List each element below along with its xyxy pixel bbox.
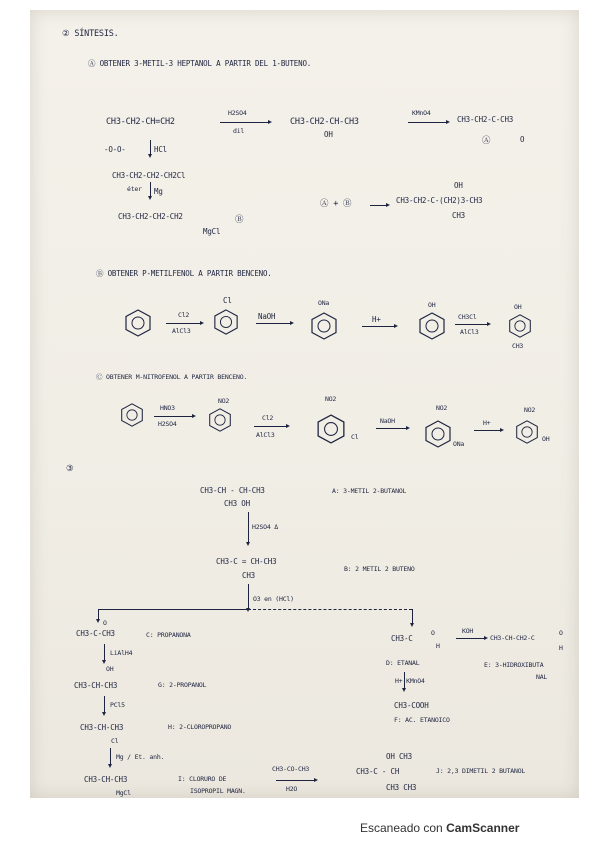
arrow-down [248,584,249,610]
reagent-naoh: NaOH [258,312,276,321]
title-c: Ⓒ OBTENER M-NITROFENOL A PARTIR BENCENO. [96,373,248,381]
compound-b-sub: CH3 [242,571,255,580]
nitrobenzene-ring-icon [208,408,232,432]
reagent-ch3cl: CH3Cl [458,313,477,321]
reagent-koh: KOH [462,627,474,635]
arrow-down [104,644,105,662]
title-b: Ⓑ OBTENER P-METILFENOL A PARTIR BENCENO. [96,269,272,278]
compound-g-oh: OH [106,665,114,673]
label-e-1: E: 3-HIDROXIBUTA [484,661,544,669]
grignard-butyl: CH3-CH2-CH2-CH2 [118,212,183,221]
arrow [362,326,396,327]
reagent-cl2: Cl2 [178,311,190,319]
compound-c: CH3-C-CH3 [76,629,115,638]
bracket-left [98,609,248,610]
arrow-down [104,696,105,714]
reagent-kmno4: H+ KMnO4 [395,677,425,685]
chlorobenzene-ring-icon [213,309,239,335]
label-g: G: 2-PROPANOL [158,681,207,689]
arrow [370,205,388,206]
watermark-brand: CamScanner [446,821,520,835]
reagent-mg-ether: Mg / Et. anh. [116,753,165,761]
arrow-down [98,609,99,621]
reagent-h2so4: H2SO4 [158,420,177,428]
label-c: C: PROPANONA [146,631,191,639]
label-e-2: NAL [536,673,548,681]
reagent-ozone: O3 en (HCl) [253,595,294,603]
arrow-down [412,609,413,625]
arrow [408,122,448,123]
reagent-alcl3: AlCl3 [172,327,191,335]
arrow-down [150,182,151,198]
arrow [166,323,202,324]
final-3-metil-3-heptanol: CH3-CH2-C-(CH2)3-CH3 [396,196,483,205]
m-nitrophenol-ring-icon [515,420,539,444]
arrow [376,428,408,429]
sub-ona: ONa [453,440,465,448]
label-b: Ⓑ [235,215,244,225]
sub-cl: Cl [351,433,359,441]
ketone-oxygen: O [520,135,525,144]
compound-b: CH3-C = CH-CH3 [216,557,277,566]
m-chloronitrobenzene-ring-icon [316,414,346,444]
label-d: D: ETANAL [386,659,420,667]
phenol-ring-icon [418,312,446,340]
reagent-hno3: HNO3 [160,404,175,412]
label-a: A: 3-METIL 2-BUTANOL [332,487,407,495]
reagent-peroxide: -O-O- [104,145,126,154]
reagent-cl2: Cl2 [262,414,274,422]
section-3-label: ③ [66,464,74,474]
title-a: Ⓐ OBTENER 3-METIL-3 HEPTANOL A PARTIR DEL 1-BUTENO. [88,59,312,68]
compound-i-sub: MgCl [116,789,131,797]
sub-cl: Cl [223,296,232,305]
arrow [455,324,489,325]
sub-oh-2: OH [514,303,522,311]
bracket-right-dashed [248,609,412,610]
compound-i: CH3-CH-CH3 [84,775,128,784]
product-2-butanol: CH3-CH2-CH-CH3 [290,117,359,127]
arrow-down [110,748,111,766]
sub-no2-4: NO2 [524,406,536,414]
label-b: B: 2 METIL 2 BUTENO [344,565,415,573]
reactant-1-buteno: CH3-CH2-CH=CH2 [106,117,175,127]
final-oh: OH [454,181,463,190]
arrow [154,416,194,417]
sub-ch3: CH3 [512,342,524,350]
compound-j: CH3-C - CH [356,767,400,776]
final-ch3: CH3 [452,211,465,220]
compound-j-bottom: CH3 CH3 [386,783,417,792]
phenoxide-ring-icon [310,312,338,340]
compound-d-h: H [436,642,440,650]
reagent-h2so4: H2SO4 [228,109,247,117]
arrow [254,426,288,427]
chlorobutane: CH3-CH2-CH2-CH2Cl [112,171,186,180]
sub-oh: OH [428,301,436,309]
compound-c-o: O [103,619,107,627]
reagent-pcl5: PCl5 [110,701,125,709]
label-h: H: 2-CLOROPROPANO [168,723,232,731]
m-nitrophenoxide-ring-icon [424,420,452,448]
arrow-down [248,512,249,544]
sub-no2: NO2 [218,397,230,405]
label-f: F: AC. ETANOICO [394,716,450,724]
reagent-h-plus: H+ [483,419,491,427]
arrow [474,430,502,431]
product-oh: OH [324,130,333,139]
label-j: J: 2,3 DIMETIL 2 BUTANOL [436,767,526,775]
reagent-kmno4: KMnO4 [412,109,431,117]
compound-d-o: O [431,629,435,637]
arrow-down [150,140,151,156]
compound-h: CH3-CH-CH3 [80,723,124,732]
compound-a-sub: CH3 OH [224,499,250,508]
compound-g: CH3-CH-CH3 [74,681,118,690]
scanned-page [30,10,579,798]
reagent-h2o: H2O [286,785,298,793]
compound-f: CH3-COOH [394,701,429,710]
ketone-butanone: CH3-CH2-C-CH3 [457,115,514,124]
sub-no2-2: NO2 [325,395,337,403]
reagent-mg: Mg [154,187,163,196]
scanner-watermark [360,821,519,835]
section-heading: ② SÍNTESIS. [62,29,119,39]
grignard-mgcl: MgCl [203,227,221,236]
reagent-ether: éter [127,185,142,193]
arrow [256,323,292,324]
benzene-ring-icon [124,309,152,337]
compound-h-sub: Cl [111,737,119,745]
p-cresol-ring-icon [508,314,532,338]
reagent-dil: dil [233,127,245,135]
compound-a: CH3-CH - CH-CH3 [200,486,265,495]
reagent-lialh4: LiAlH4 [110,649,133,657]
arrow [276,780,316,781]
compound-j-top: OH CH3 [386,752,412,761]
compound-d: CH3-C [391,634,413,643]
reagent-naoh: NaOH [380,417,395,425]
arrow [220,122,270,123]
compound-e-o: O [559,629,563,637]
sub-ona: ONa [318,299,330,307]
label-i-1: I: CLORURO DE [178,775,227,783]
compound-e: CH3-CH-CH2-C [490,634,535,642]
watermark-text: Escaneado con [360,821,443,835]
reagent-alcl3: AlCl3 [256,431,275,439]
reagent-hcl: HCl [154,145,167,154]
arrow [456,638,486,639]
sub-no2-3: NO2 [436,404,448,412]
sum-a-b: Ⓐ + Ⓑ [320,199,352,209]
reagent-alcl3-2: AlCl3 [460,328,479,336]
compound-e-h: H [559,644,563,652]
reagent-h2so4: H2SO4 Δ [252,523,278,531]
label-i-2: ISOPROPIL MAGN. [190,787,246,795]
sub-oh: OH [542,435,550,443]
reagent-acetone: CH3-CO-CH3 [272,765,310,773]
benzene-ring-icon [120,403,144,427]
reagent-h-plus: H+ [372,315,381,324]
label-a: Ⓐ [482,136,491,146]
